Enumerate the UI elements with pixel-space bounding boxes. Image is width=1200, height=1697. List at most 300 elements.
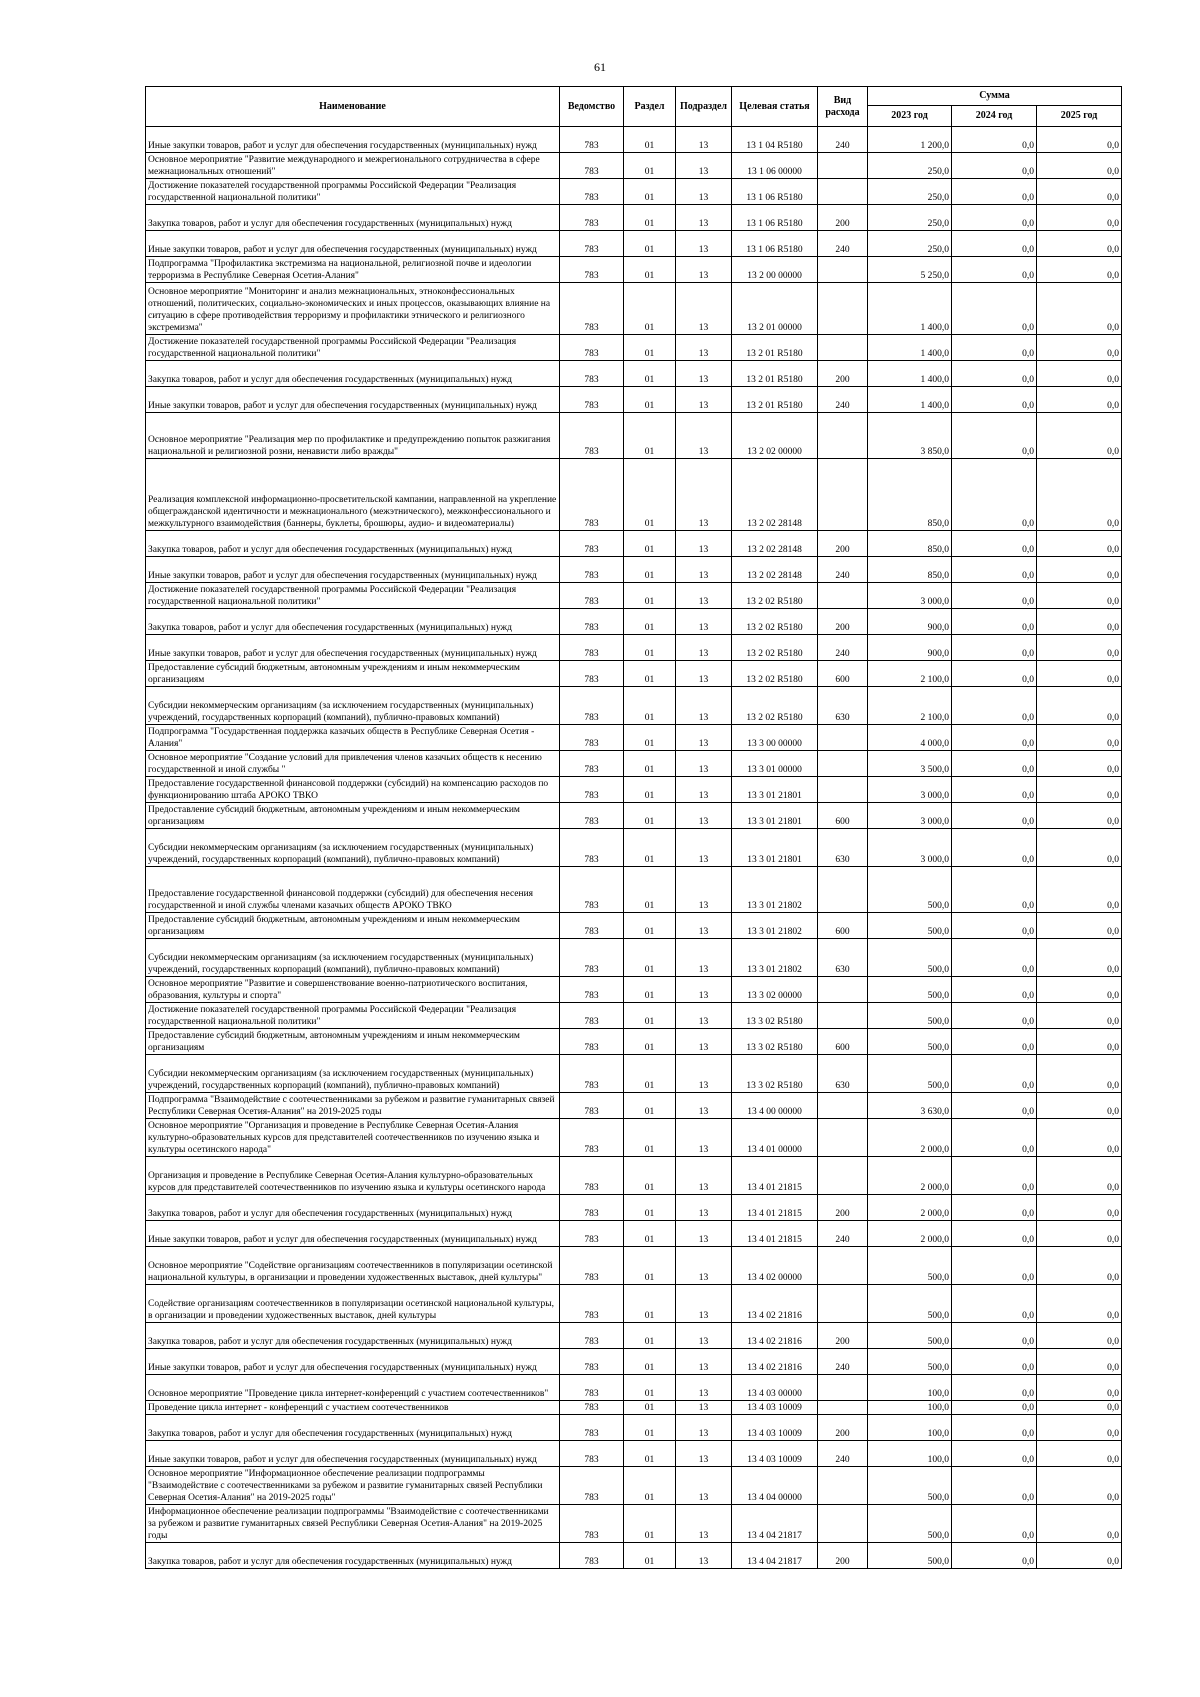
table-row	[146, 231, 1122, 257]
row-2025: 0,0	[1037, 661, 1122, 687]
row-exp-type	[818, 1505, 868, 1543]
table-row	[146, 1195, 1122, 1221]
row-dept: 783	[560, 1543, 624, 1569]
row-2024: 0,0	[952, 557, 1037, 583]
row-exp-type: 200	[818, 531, 868, 557]
row-2024: 0,0	[952, 829, 1037, 867]
row-dept: 783	[560, 661, 624, 687]
table-row	[146, 913, 1122, 939]
row-exp-type	[818, 1375, 868, 1401]
row-dept: 783	[560, 1195, 624, 1221]
row-subsection: 13	[676, 977, 732, 1003]
row-2025: 0,0	[1037, 1221, 1122, 1247]
row-name: Иные закупки товаров, работ и услуг для обеспечения государственных (муниципальных) нужд	[146, 1349, 560, 1375]
row-exp-type	[818, 977, 868, 1003]
row-target: 13 4 02 21816	[732, 1285, 818, 1323]
row-2023: 500,0	[868, 1543, 952, 1569]
row-name: Информационное обеспечение реализации подпрограммы "Взаимодействие с соотечественниками за рубежом и развитие гуманитарных связей Республики Северная Осетия-Алания" на 2019-2025 годы	[146, 1505, 560, 1543]
row-target: 13 1 06 00000	[732, 153, 818, 179]
table-row	[146, 829, 1122, 867]
row-2024: 0,0	[952, 913, 1037, 939]
row-2024: 0,0	[952, 635, 1037, 661]
row-name: Предоставление субсидий бюджетным, автономным учреждениям и иным некоммерческим организациям	[146, 661, 560, 687]
row-subsection: 13	[676, 1441, 732, 1467]
row-subsection: 13	[676, 1401, 732, 1415]
row-name: Иные закупки товаров, работ и услуг для обеспечения государственных (муниципальных) нужд	[146, 557, 560, 583]
row-section: 01	[624, 1221, 676, 1247]
row-target: 13 4 01 00000	[732, 1119, 818, 1157]
row-target: 13 2 02 28148	[732, 531, 818, 557]
table-row	[146, 557, 1122, 583]
row-2024: 0,0	[952, 1505, 1037, 1543]
row-2023: 500,0	[868, 1055, 952, 1093]
row-target: 13 4 02 21816	[732, 1349, 818, 1375]
row-dept: 783	[560, 1285, 624, 1323]
row-section: 01	[624, 1415, 676, 1441]
row-target: 13 4 03 00000	[732, 1375, 818, 1401]
row-dept: 783	[560, 205, 624, 231]
row-section: 01	[624, 939, 676, 977]
row-2025: 0,0	[1037, 867, 1122, 913]
row-section: 01	[624, 335, 676, 361]
header-2024: 2024 год	[952, 106, 1037, 127]
row-2024: 0,0	[952, 413, 1037, 459]
row-dept: 783	[560, 153, 624, 179]
row-2025: 0,0	[1037, 361, 1122, 387]
row-dept: 783	[560, 1119, 624, 1157]
row-2024: 0,0	[952, 1441, 1037, 1467]
row-2024: 0,0	[952, 803, 1037, 829]
table-row	[146, 803, 1122, 829]
row-2023: 3 000,0	[868, 777, 952, 803]
row-section: 01	[624, 1441, 676, 1467]
row-exp-type: 200	[818, 1195, 868, 1221]
row-target: 13 3 00 00000	[732, 725, 818, 751]
row-target: 13 2 01 00000	[732, 283, 818, 335]
row-section: 01	[624, 867, 676, 913]
row-name: Субсидии некоммерческим организациям (за исключением государственных (муниципальных) учреждений, государственных корпораций (компаний), публично-правовых компаний)	[146, 939, 560, 977]
table-row	[146, 725, 1122, 751]
row-2024: 0,0	[952, 179, 1037, 205]
row-2025: 0,0	[1037, 1003, 1122, 1029]
row-2024: 0,0	[952, 361, 1037, 387]
row-2023: 500,0	[868, 1349, 952, 1375]
row-exp-type	[818, 1467, 868, 1505]
table-row	[146, 1375, 1122, 1401]
row-name: Иные закупки товаров, работ и услуг для обеспечения государственных (муниципальных) нужд	[146, 1441, 560, 1467]
row-2023: 500,0	[868, 1285, 952, 1323]
row-exp-type	[818, 153, 868, 179]
row-2025: 0,0	[1037, 939, 1122, 977]
table-row	[146, 531, 1122, 557]
table-row	[146, 939, 1122, 977]
header-target: Целевая статья	[732, 87, 818, 127]
row-subsection: 13	[676, 1505, 732, 1543]
row-target: 13 4 04 21817	[732, 1543, 818, 1569]
page-number: 61	[594, 60, 606, 74]
row-exp-type	[818, 583, 868, 609]
row-dept: 783	[560, 977, 624, 1003]
row-name: Закупка товаров, работ и услуг для обеспечения государственных (муниципальных) нужд	[146, 205, 560, 231]
row-2024: 0,0	[952, 777, 1037, 803]
row-exp-type	[818, 725, 868, 751]
row-name: Закупка товаров, работ и услуг для обеспечения государственных (муниципальных) нужд	[146, 1195, 560, 1221]
row-2025: 0,0	[1037, 803, 1122, 829]
row-2025: 0,0	[1037, 1119, 1122, 1157]
row-name: Достижение показателей государственной программы Российской Федерации "Реализация государственной национальной политики"	[146, 335, 560, 361]
row-2025: 0,0	[1037, 1195, 1122, 1221]
table-row	[146, 1543, 1122, 1569]
row-2025: 0,0	[1037, 1029, 1122, 1055]
row-exp-type	[818, 1401, 868, 1415]
row-2023: 4 000,0	[868, 725, 952, 751]
row-2025: 0,0	[1037, 1247, 1122, 1285]
row-2025: 0,0	[1037, 231, 1122, 257]
row-2023: 250,0	[868, 231, 952, 257]
row-dept: 783	[560, 1415, 624, 1441]
row-2023: 2 100,0	[868, 687, 952, 725]
row-name: Основное мероприятие "Организация и проведение в Республике Северная Осетия-Алания культурно-образовательных курсов для представителей соотечественников по изучению языка и культуры осетинского народа"	[146, 1119, 560, 1157]
row-2023: 5 250,0	[868, 257, 952, 283]
row-2023: 500,0	[868, 913, 952, 939]
row-dept: 783	[560, 609, 624, 635]
row-subsection: 13	[676, 687, 732, 725]
row-2023: 1 400,0	[868, 387, 952, 413]
row-target: 13 4 01 21815	[732, 1195, 818, 1221]
row-section: 01	[624, 751, 676, 777]
row-exp-type	[818, 413, 868, 459]
row-name: Основное мероприятие "Развитие и совершенствование военно-патриотического воспитания, образования, культуры и спорта"	[146, 977, 560, 1003]
table-row	[146, 283, 1122, 335]
table-row	[146, 1029, 1122, 1055]
row-subsection: 13	[676, 205, 732, 231]
header-2023: 2023 год	[868, 106, 952, 127]
row-2025: 0,0	[1037, 531, 1122, 557]
table-row	[146, 751, 1122, 777]
table-row	[146, 1323, 1122, 1349]
row-name: Проведение цикла интернет - конференций с участием соотечественников	[146, 1401, 560, 1415]
row-2025: 0,0	[1037, 335, 1122, 361]
row-dept: 783	[560, 531, 624, 557]
row-subsection: 13	[676, 725, 732, 751]
row-dept: 783	[560, 1441, 624, 1467]
row-2025: 0,0	[1037, 1157, 1122, 1195]
row-exp-type	[818, 335, 868, 361]
row-subsection: 13	[676, 557, 732, 583]
row-section: 01	[624, 1157, 676, 1195]
row-dept: 783	[560, 1055, 624, 1093]
row-subsection: 13	[676, 231, 732, 257]
row-exp-type: 240	[818, 1441, 868, 1467]
row-subsection: 13	[676, 335, 732, 361]
row-dept: 783	[560, 687, 624, 725]
row-exp-type	[818, 1003, 868, 1029]
row-exp-type: 200	[818, 1323, 868, 1349]
table-row	[146, 1285, 1122, 1323]
row-2025: 0,0	[1037, 1441, 1122, 1467]
row-exp-type: 630	[818, 939, 868, 977]
table-row	[146, 609, 1122, 635]
table-row	[146, 687, 1122, 725]
row-name: Иные закупки товаров, работ и услуг для обеспечения государственных (муниципальных) нужд	[146, 1221, 560, 1247]
row-2025: 0,0	[1037, 829, 1122, 867]
row-dept: 783	[560, 283, 624, 335]
row-target: 13 3 01 21801	[732, 777, 818, 803]
row-name: Иные закупки товаров, работ и услуг для обеспечения государственных (муниципальных) нужд	[146, 127, 560, 153]
row-2023: 100,0	[868, 1415, 952, 1441]
row-section: 01	[624, 583, 676, 609]
row-dept: 783	[560, 1003, 624, 1029]
row-2024: 0,0	[952, 231, 1037, 257]
table-row	[146, 1247, 1122, 1285]
row-section: 01	[624, 1375, 676, 1401]
row-section: 01	[624, 387, 676, 413]
row-2025: 0,0	[1037, 413, 1122, 459]
row-2025: 0,0	[1037, 1505, 1122, 1543]
row-2024: 0,0	[952, 1375, 1037, 1401]
row-exp-type: 240	[818, 1349, 868, 1375]
row-subsection: 13	[676, 153, 732, 179]
budget-table	[145, 86, 1122, 1569]
row-target: 13 4 04 21817	[732, 1505, 818, 1543]
row-target: 13 4 02 21816	[732, 1323, 818, 1349]
row-target: 13 1 04 R5180	[732, 127, 818, 153]
row-dept: 783	[560, 1323, 624, 1349]
row-2025: 0,0	[1037, 609, 1122, 635]
table-row	[146, 777, 1122, 803]
row-subsection: 13	[676, 179, 732, 205]
row-2023: 900,0	[868, 635, 952, 661]
row-2023: 500,0	[868, 1467, 952, 1505]
row-2023: 2 000,0	[868, 1195, 952, 1221]
table-row	[146, 459, 1122, 531]
row-subsection: 13	[676, 751, 732, 777]
row-dept: 783	[560, 387, 624, 413]
row-name: Основное мероприятие "Мониторинг и анализ межнациональных, этноконфессиональных отношений, политических, социально-экономических и иных процессов, оказывающих влияние на ситуацию в сфере противодействия терроризму и профилактики этнического и религиозного экстремизма"	[146, 283, 560, 335]
row-exp-type	[818, 867, 868, 913]
row-section: 01	[624, 153, 676, 179]
row-exp-type: 240	[818, 1221, 868, 1247]
row-target: 13 4 01 21815	[732, 1157, 818, 1195]
row-exp-type: 630	[818, 687, 868, 725]
row-name: Реализация комплексной информационно-просветительской кампании, направленной на укрепление общегражданской идентичности и межнационального (межэтнического), межконфессионального и межкультурного взаимодействия (баннеры, буклеты, брошюры, аудио- и видеоматериалы)	[146, 459, 560, 531]
row-name: Субсидии некоммерческим организациям (за исключением государственных (муниципальных) учреждений, государственных корпораций (компаний), публично-правовых компаний)	[146, 1055, 560, 1093]
row-2024: 0,0	[952, 387, 1037, 413]
row-2023: 100,0	[868, 1441, 952, 1467]
table-row	[146, 661, 1122, 687]
row-2023: 3 000,0	[868, 829, 952, 867]
header-dept: Ведомство	[560, 87, 624, 127]
header-subsection: Подраздел	[676, 87, 732, 127]
header-name: Наименование	[146, 87, 560, 127]
row-section: 01	[624, 803, 676, 829]
header-2025: 2025 год	[1037, 106, 1122, 127]
row-subsection: 13	[676, 1093, 732, 1119]
row-section: 01	[624, 557, 676, 583]
row-section: 01	[624, 609, 676, 635]
row-2024: 0,0	[952, 283, 1037, 335]
row-subsection: 13	[676, 283, 732, 335]
row-subsection: 13	[676, 361, 732, 387]
row-section: 01	[624, 687, 676, 725]
row-target: 13 3 01 21802	[732, 913, 818, 939]
row-subsection: 13	[676, 635, 732, 661]
row-section: 01	[624, 913, 676, 939]
row-2023: 500,0	[868, 867, 952, 913]
row-target: 13 2 01 R5180	[732, 387, 818, 413]
row-exp-type: 200	[818, 205, 868, 231]
row-target: 13 2 00 00000	[732, 257, 818, 283]
row-2025: 0,0	[1037, 1285, 1122, 1323]
row-target: 13 3 01 21802	[732, 939, 818, 977]
row-subsection: 13	[676, 1375, 732, 1401]
header-exp-type: Вид расхода	[818, 87, 868, 127]
row-2023: 2 000,0	[868, 1157, 952, 1195]
row-target: 13 2 01 R5180	[732, 361, 818, 387]
row-2023: 3 850,0	[868, 413, 952, 459]
row-subsection: 13	[676, 1247, 732, 1285]
row-subsection: 13	[676, 1349, 732, 1375]
row-exp-type: 240	[818, 635, 868, 661]
row-target: 13 3 02 R5180	[732, 1055, 818, 1093]
row-2023: 500,0	[868, 1505, 952, 1543]
row-name: Предоставление субсидий бюджетным, автономным учреждениям и иным некоммерческим организациям	[146, 1029, 560, 1055]
row-2025: 0,0	[1037, 751, 1122, 777]
row-subsection: 13	[676, 1195, 732, 1221]
row-2024: 0,0	[952, 1415, 1037, 1441]
row-exp-type	[818, 1093, 868, 1119]
row-name: Основное мероприятие "Информационное обеспечение реализации подпрограммы "Взаимодействие с соотечественниками за рубежом и развитие гуманитарных связей Республики Северная Осетия-Алания" на 2019-2025 годы"	[146, 1467, 560, 1505]
row-section: 01	[624, 179, 676, 205]
row-subsection: 13	[676, 413, 732, 459]
row-section: 01	[624, 1543, 676, 1569]
row-2025: 0,0	[1037, 913, 1122, 939]
row-2023: 500,0	[868, 1323, 952, 1349]
row-exp-type: 630	[818, 829, 868, 867]
row-section: 01	[624, 205, 676, 231]
row-exp-type: 600	[818, 1029, 868, 1055]
row-2024: 0,0	[952, 751, 1037, 777]
row-2025: 0,0	[1037, 557, 1122, 583]
row-subsection: 13	[676, 127, 732, 153]
row-subsection: 13	[676, 1543, 732, 1569]
row-dept: 783	[560, 459, 624, 531]
row-dept: 783	[560, 413, 624, 459]
row-subsection: 13	[676, 661, 732, 687]
row-2024: 0,0	[952, 153, 1037, 179]
row-2024: 0,0	[952, 867, 1037, 913]
row-exp-type: 600	[818, 913, 868, 939]
row-subsection: 13	[676, 609, 732, 635]
row-section: 01	[624, 777, 676, 803]
row-subsection: 13	[676, 829, 732, 867]
row-name: Достижение показателей государственной программы Российской Федерации "Реализация государственной национальной политики"	[146, 1003, 560, 1029]
row-subsection: 13	[676, 1119, 732, 1157]
row-2025: 0,0	[1037, 1055, 1122, 1093]
row-dept: 783	[560, 583, 624, 609]
row-dept: 783	[560, 829, 624, 867]
row-dept: 783	[560, 1029, 624, 1055]
row-dept: 783	[560, 1349, 624, 1375]
row-exp-type	[818, 459, 868, 531]
row-section: 01	[624, 1247, 676, 1285]
row-name: Предоставление государственной финансовой поддержки (субсидий) для обеспечения несения государственной и иной службы членами казачьих обществ АРОКО ТВКО	[146, 867, 560, 913]
row-section: 01	[624, 1093, 676, 1119]
row-section: 01	[624, 661, 676, 687]
table-body	[146, 127, 1122, 1569]
row-target: 13 2 02 28148	[732, 557, 818, 583]
row-dept: 783	[560, 1093, 624, 1119]
row-2023: 1 400,0	[868, 361, 952, 387]
row-2024: 0,0	[952, 687, 1037, 725]
row-name: Закупка товаров, работ и услуг для обеспечения государственных (муниципальных) нужд	[146, 361, 560, 387]
row-dept: 783	[560, 335, 624, 361]
row-subsection: 13	[676, 1467, 732, 1505]
row-exp-type	[818, 1247, 868, 1285]
table-row	[146, 387, 1122, 413]
row-name: Подпрограмма "Государственная поддержка казачьих обществ в Республике Северная Осетия - Алания"	[146, 725, 560, 751]
row-target: 13 3 01 21801	[732, 829, 818, 867]
row-name: Основное мероприятие "Проведение цикла интернет-конференций с участием соотечественников"	[146, 1375, 560, 1401]
row-target: 13 4 02 00000	[732, 1247, 818, 1285]
row-target: 13 2 02 R5180	[732, 609, 818, 635]
row-2025: 0,0	[1037, 153, 1122, 179]
table-row	[146, 1401, 1122, 1415]
table-row	[146, 1003, 1122, 1029]
table-row	[146, 867, 1122, 913]
row-2024: 0,0	[952, 1221, 1037, 1247]
row-2023: 500,0	[868, 939, 952, 977]
row-section: 01	[624, 1323, 676, 1349]
row-2023: 3 630,0	[868, 1093, 952, 1119]
row-subsection: 13	[676, 387, 732, 413]
row-exp-type: 600	[818, 803, 868, 829]
row-dept: 783	[560, 1157, 624, 1195]
row-target: 13 3 02 00000	[732, 977, 818, 1003]
table-row	[146, 1093, 1122, 1119]
row-2023: 900,0	[868, 609, 952, 635]
row-target: 13 4 03 10009	[732, 1415, 818, 1441]
row-2025: 0,0	[1037, 205, 1122, 231]
row-target: 13 2 02 R5180	[732, 687, 818, 725]
row-name: Закупка товаров, работ и услуг для обеспечения государственных (муниципальных) нужд	[146, 1323, 560, 1349]
table-row	[146, 153, 1122, 179]
row-section: 01	[624, 231, 676, 257]
row-target: 13 4 03 10009	[732, 1401, 818, 1415]
row-dept: 783	[560, 803, 624, 829]
row-2024: 0,0	[952, 1003, 1037, 1029]
row-subsection: 13	[676, 459, 732, 531]
row-2024: 0,0	[952, 583, 1037, 609]
row-2023: 1 400,0	[868, 335, 952, 361]
row-2024: 0,0	[952, 609, 1037, 635]
row-exp-type: 240	[818, 387, 868, 413]
row-2024: 0,0	[952, 1467, 1037, 1505]
row-2023: 2 100,0	[868, 661, 952, 687]
row-name: Иные закупки товаров, работ и услуг для обеспечения государственных (муниципальных) нужд	[146, 387, 560, 413]
row-2025: 0,0	[1037, 1401, 1122, 1415]
row-exp-type	[818, 283, 868, 335]
row-name: Основное мероприятие "Развитие международного и межрегионального сотрудничества в сфере межнациональных отношений"	[146, 153, 560, 179]
table-row	[146, 1415, 1122, 1441]
row-dept: 783	[560, 179, 624, 205]
row-exp-type	[818, 777, 868, 803]
row-name: Субсидии некоммерческим организациям (за исключением государственных (муниципальных) учреждений, государственных корпораций (компаний), публично-правовых компаний)	[146, 829, 560, 867]
table-row	[146, 1505, 1122, 1543]
row-section: 01	[624, 1349, 676, 1375]
row-2024: 0,0	[952, 1157, 1037, 1195]
row-2023: 250,0	[868, 205, 952, 231]
